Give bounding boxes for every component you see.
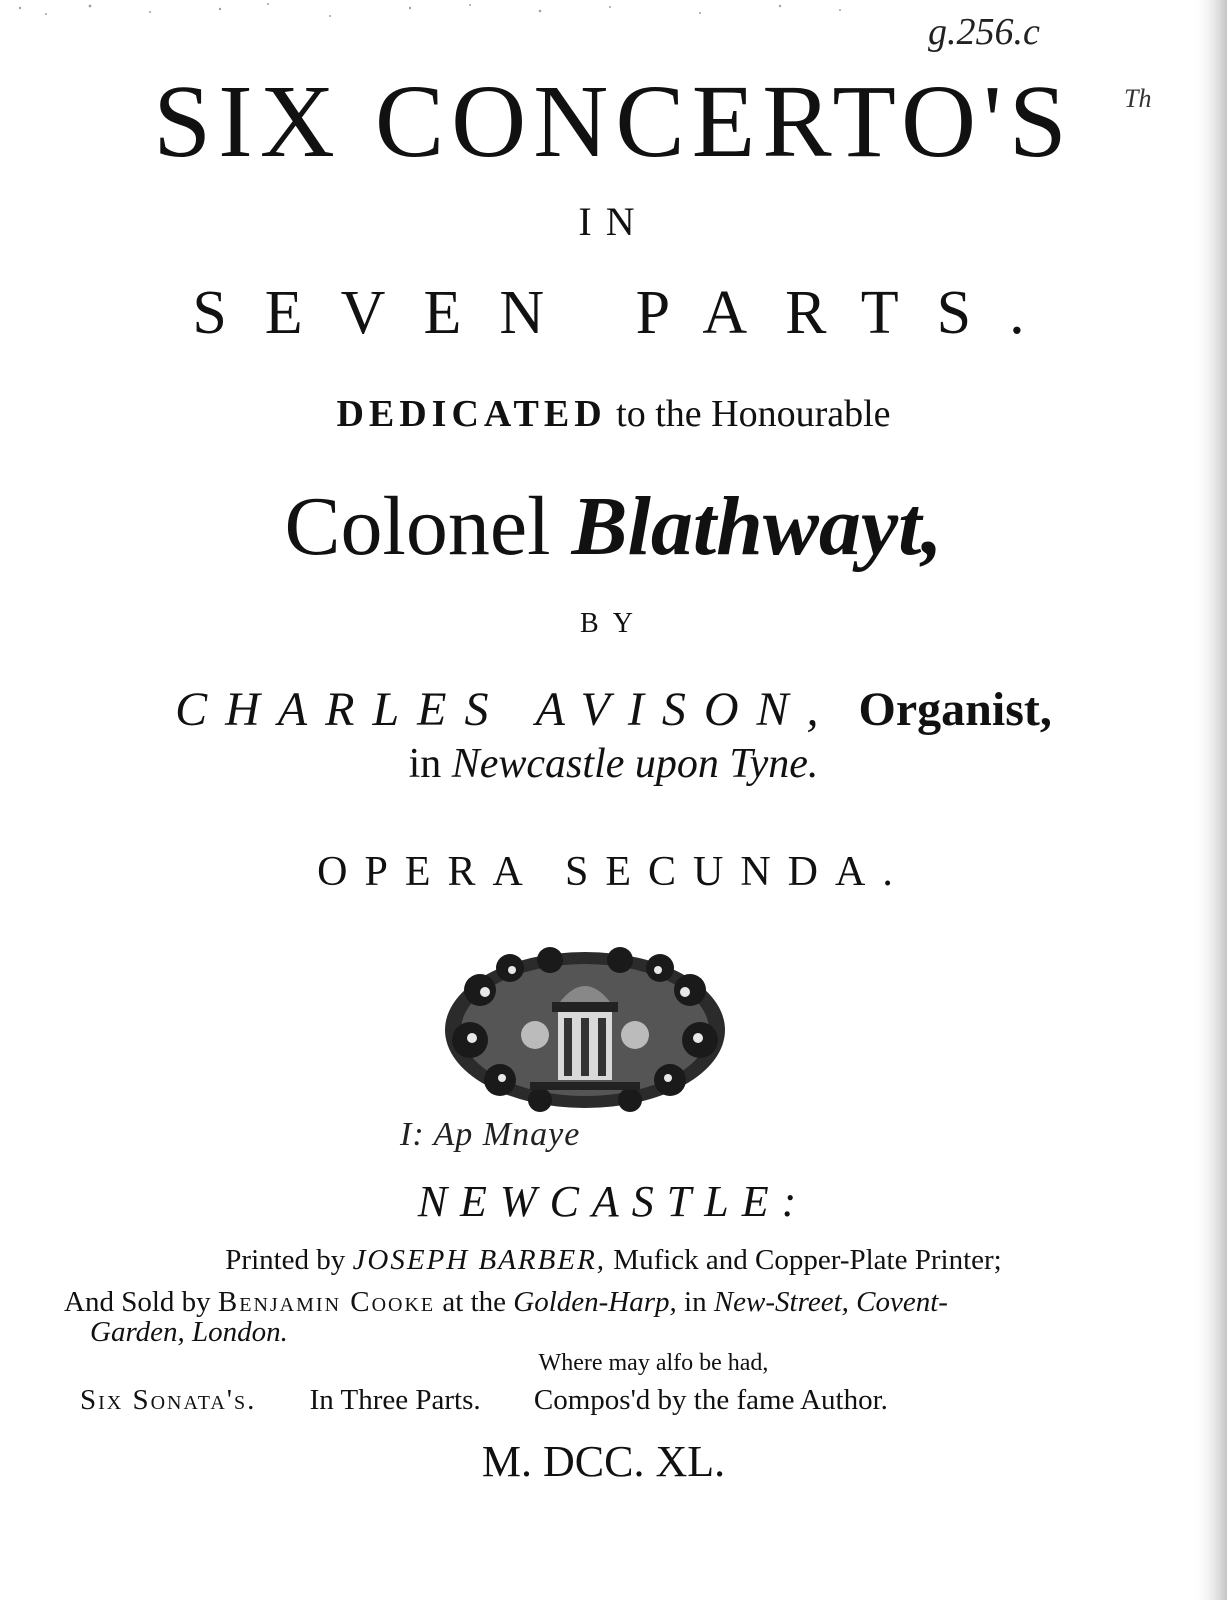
scan-speckle-decoration <box>0 0 1227 40</box>
where-line: Where may alfo be had, <box>538 1350 769 1376</box>
imprint-year: M. DCC. XL. <box>481 1437 726 1486</box>
dedicatee-name: Blathwayt, <box>571 480 943 573</box>
dedicated-rest: to the Honourable <box>616 393 891 435</box>
ownership-signature: I: Ap Mnaye <box>400 1116 581 1153</box>
seller-line <box>64 1286 948 1319</box>
title-in: IN <box>578 199 649 244</box>
author-city: Newcastle upon Tyne. <box>451 741 819 787</box>
edge-annotation: Th <box>1124 84 1152 113</box>
also-available-line <box>80 1384 934 1417</box>
sold-prefix: And Sold by <box>64 1286 211 1318</box>
tailpiece-ornament-icon <box>440 940 730 1116</box>
also-title: Six Sonata's. <box>80 1384 257 1416</box>
opus-number: OPERA SECUNDA. <box>317 849 910 895</box>
by-label: BY <box>580 608 647 639</box>
dedication-line <box>0 392 1227 436</box>
main-title: SIX CONCERTO'S <box>153 64 1074 179</box>
printed-prefix: Printed by <box>225 1244 346 1276</box>
city-prefix: in <box>408 741 442 787</box>
street-continuation: Garden, London. <box>90 1316 288 1348</box>
author-line <box>0 682 1227 737</box>
seller-name: Benjamin Cooke <box>217 1286 436 1318</box>
sold-in: in <box>684 1286 707 1318</box>
imprint-place: NEWCASTLE: <box>417 1177 810 1226</box>
shelfmark-annotation: g.256.c <box>928 11 1040 53</box>
printer-line <box>0 1244 1227 1277</box>
printer-trade: Mufick and Copper-Plate Printer; <box>613 1244 1002 1276</box>
author-name: CHARLES AVISON, <box>175 683 837 736</box>
also-parts: In Three Parts. <box>309 1384 481 1416</box>
dedicatee-rank: Colonel <box>284 480 551 573</box>
sold-at: at the <box>442 1286 507 1318</box>
street-name: New-Street, Covent- <box>713 1286 948 1318</box>
title-parts: SEVEN PARTS. <box>192 279 1063 347</box>
author-city-line <box>0 740 1227 788</box>
dedicated-word: DEDICATED <box>336 393 607 435</box>
shop-name: Golden-Harp, <box>513 1286 677 1318</box>
dedicatee-line <box>0 478 1227 575</box>
printer-name: JOSEPH BARBER, <box>352 1244 607 1276</box>
author-role: Organist, <box>858 683 1052 736</box>
also-author: Compos'd by the fame Author. <box>533 1384 888 1416</box>
